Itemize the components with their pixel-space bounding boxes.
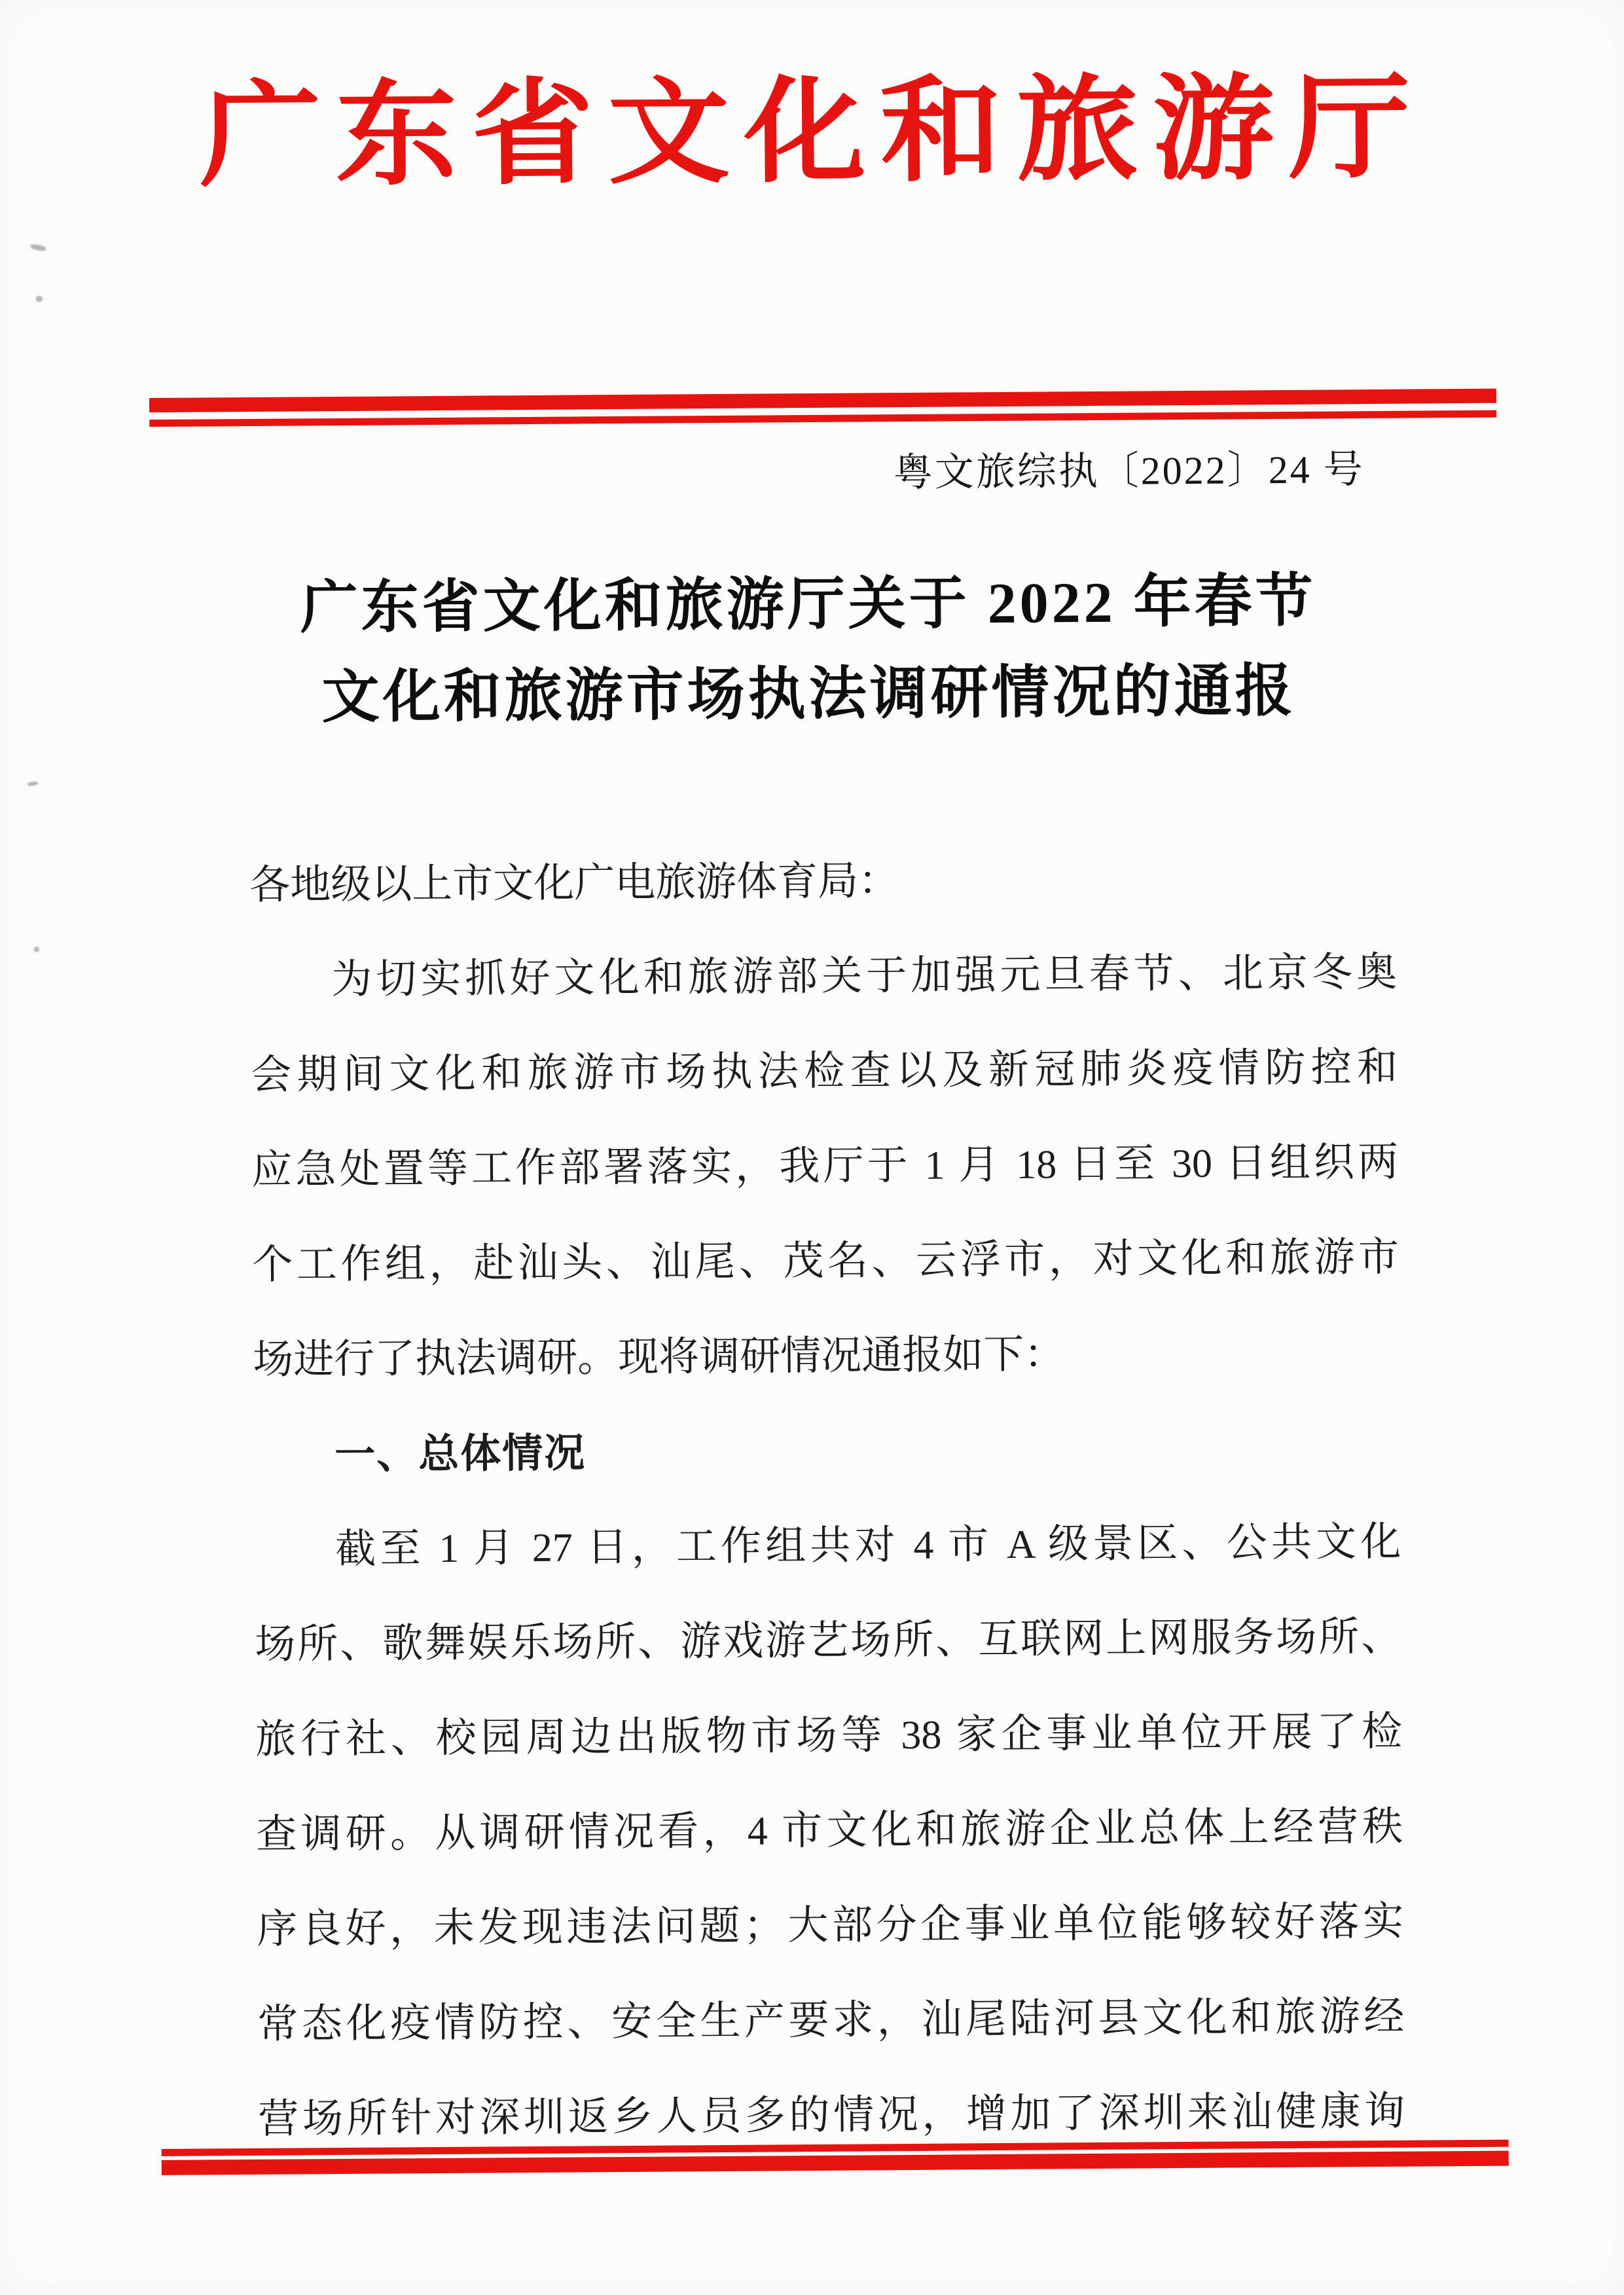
document-number: 粤文旅综执〔2022〕24 号 xyxy=(893,448,1365,495)
header-rule-thick xyxy=(149,389,1496,412)
body-line: 营场所针对深圳返乡人员多的情况，增加了深圳来汕健康询 xyxy=(258,2089,1405,2142)
body-line: 应急处置等工作部署落实，我厅于 1 月 18 日至 30 日组织两 xyxy=(251,1140,1399,1193)
document-title xyxy=(0,554,1621,745)
document-body xyxy=(249,831,1405,2167)
body-line: 场所、歌舞娱乐场所、游戏游艺场所、互联网上网服务场所、 xyxy=(255,1614,1402,1667)
agency-header-title: 广东省文化和旅游厅 xyxy=(199,65,1426,201)
body-line: 旅行社、校园周边出版物市场等 38 家企事业单位开展了检 xyxy=(255,1709,1403,1762)
section-heading: 一、总体情况 xyxy=(334,1430,586,1478)
body-line: 序良好，未发现违法问题；大部分企事业单位能够较好落实 xyxy=(257,1899,1404,1952)
scan-speck xyxy=(30,244,46,252)
salutation-line: 各地级以上市文化广电旅游体育局： xyxy=(249,859,899,908)
body-line: 个工作组，赴汕头、汕尾、茂名、云浮市，对文化和旅游市 xyxy=(251,1235,1399,1288)
header-rule-thin xyxy=(149,410,1496,427)
scan-speck xyxy=(34,947,39,952)
body-line: 查调研。从调研情况看，4 市文化和旅游企业总体上经营秩 xyxy=(256,1804,1403,1857)
body-line: 场进行了执法调研。现将调研情况通报如下： xyxy=(253,1332,1065,1382)
body-line: 为切实抓好文化和旅游部关于加强元旦春节、北京冬奥 xyxy=(331,950,1398,1003)
scan-speck xyxy=(36,296,43,302)
scan-speck xyxy=(27,781,39,786)
document-title-line-2: 文化和旅游市场执法调研情况的通报 xyxy=(321,659,1296,731)
body-line: 会期间文化和旅游市场执法检查以及新冠肺炎疫情防控和 xyxy=(250,1045,1398,1098)
body-line: 常态化疫情防控、安全生产要求，汕尾陆河县文化和旅游经 xyxy=(257,1994,1405,2047)
document-title-line-1: 广东省文化和旅游厅关于 2022 年春节 xyxy=(300,569,1317,641)
body-line: 截至 1 月 27 日，工作组共对 4 市 A 级景区、公共文化 xyxy=(335,1519,1401,1572)
